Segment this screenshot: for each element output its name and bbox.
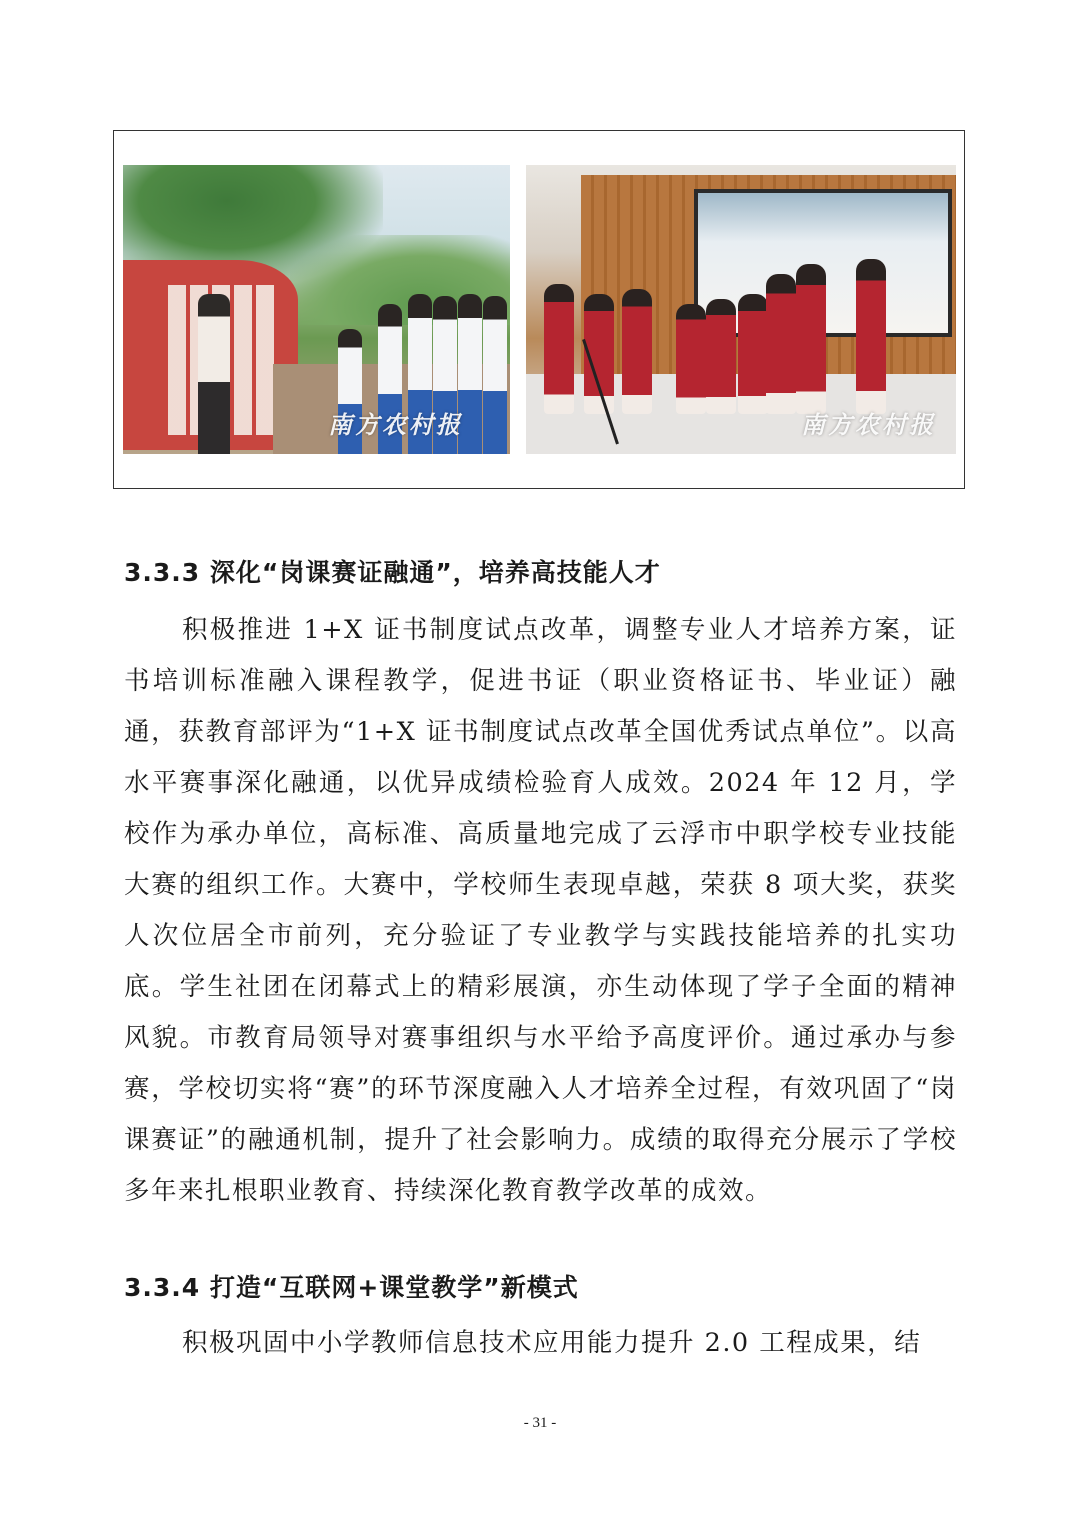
- performer-figure: [622, 289, 652, 414]
- page-number: - 31 -: [523, 1415, 557, 1431]
- section-paragraph-3-3-4: 积极巩固中小学教师信息技术应用能力提升 2.0 工程成果，结: [182, 1328, 922, 1358]
- figure-frame: [113, 130, 965, 489]
- performer-figure: [544, 284, 574, 414]
- performer-figure: [706, 299, 736, 414]
- performer-figure: [676, 304, 706, 414]
- photo-students-at-wall: [123, 165, 510, 454]
- section-paragraph-3-3-3: 积极推进 1+X 证书制度试点改革，调整专业人才培养方案，证书培训标准融入课程教学，促进书证（职业资格证书、毕业证）融通，获教育部评为“1+X 证书制度试点改革全国优秀试点单位”。以高水平赛事深化融通，以优异成绩检验育人成效。2024 年 12 月，学校作为承办单位，高标准、高质量地完成了云浮市中职学校专业技能大赛的组织工作。大赛中，学校师生表现卓越，荣获 8 项大奖，获奖人次位居全市前列，充分验证了专业教学与实践技能培养的扎实功底。学生社团在闭幕式上的精彩展演，亦生动体现了学子全面的精神风貌。市教育局领导对赛事组织与水平给予高度评价。通过承办与参赛，学校切实将“赛”的环节深度融入人才培养全过程，有效巩固了“岗课赛证”的融通机制，提升了社会影响力。成绩的取得充分展示了学校多年来扎根职业教育、持续深化教育教学改革的成效。: [124, 615, 957, 1206]
- performer-figure: [738, 294, 768, 414]
- section-heading-3-3-4: 3.3.4 打造“互联网+课堂教学”新模式: [124, 1273, 579, 1302]
- performer-figure: [856, 259, 886, 414]
- performer-figure: [796, 264, 826, 414]
- performer-figure: [766, 274, 796, 414]
- watermark-logo: 南方农村报: [328, 410, 463, 439]
- student-figure: [483, 296, 507, 454]
- teacher-figure: [198, 294, 230, 454]
- photo-stage-performance: [526, 165, 956, 454]
- watermark-logo: 南方农村报: [801, 410, 936, 439]
- section-heading-3-3-3: 3.3.3 深化“岗课赛证融通”，培养高技能人才: [124, 558, 661, 587]
